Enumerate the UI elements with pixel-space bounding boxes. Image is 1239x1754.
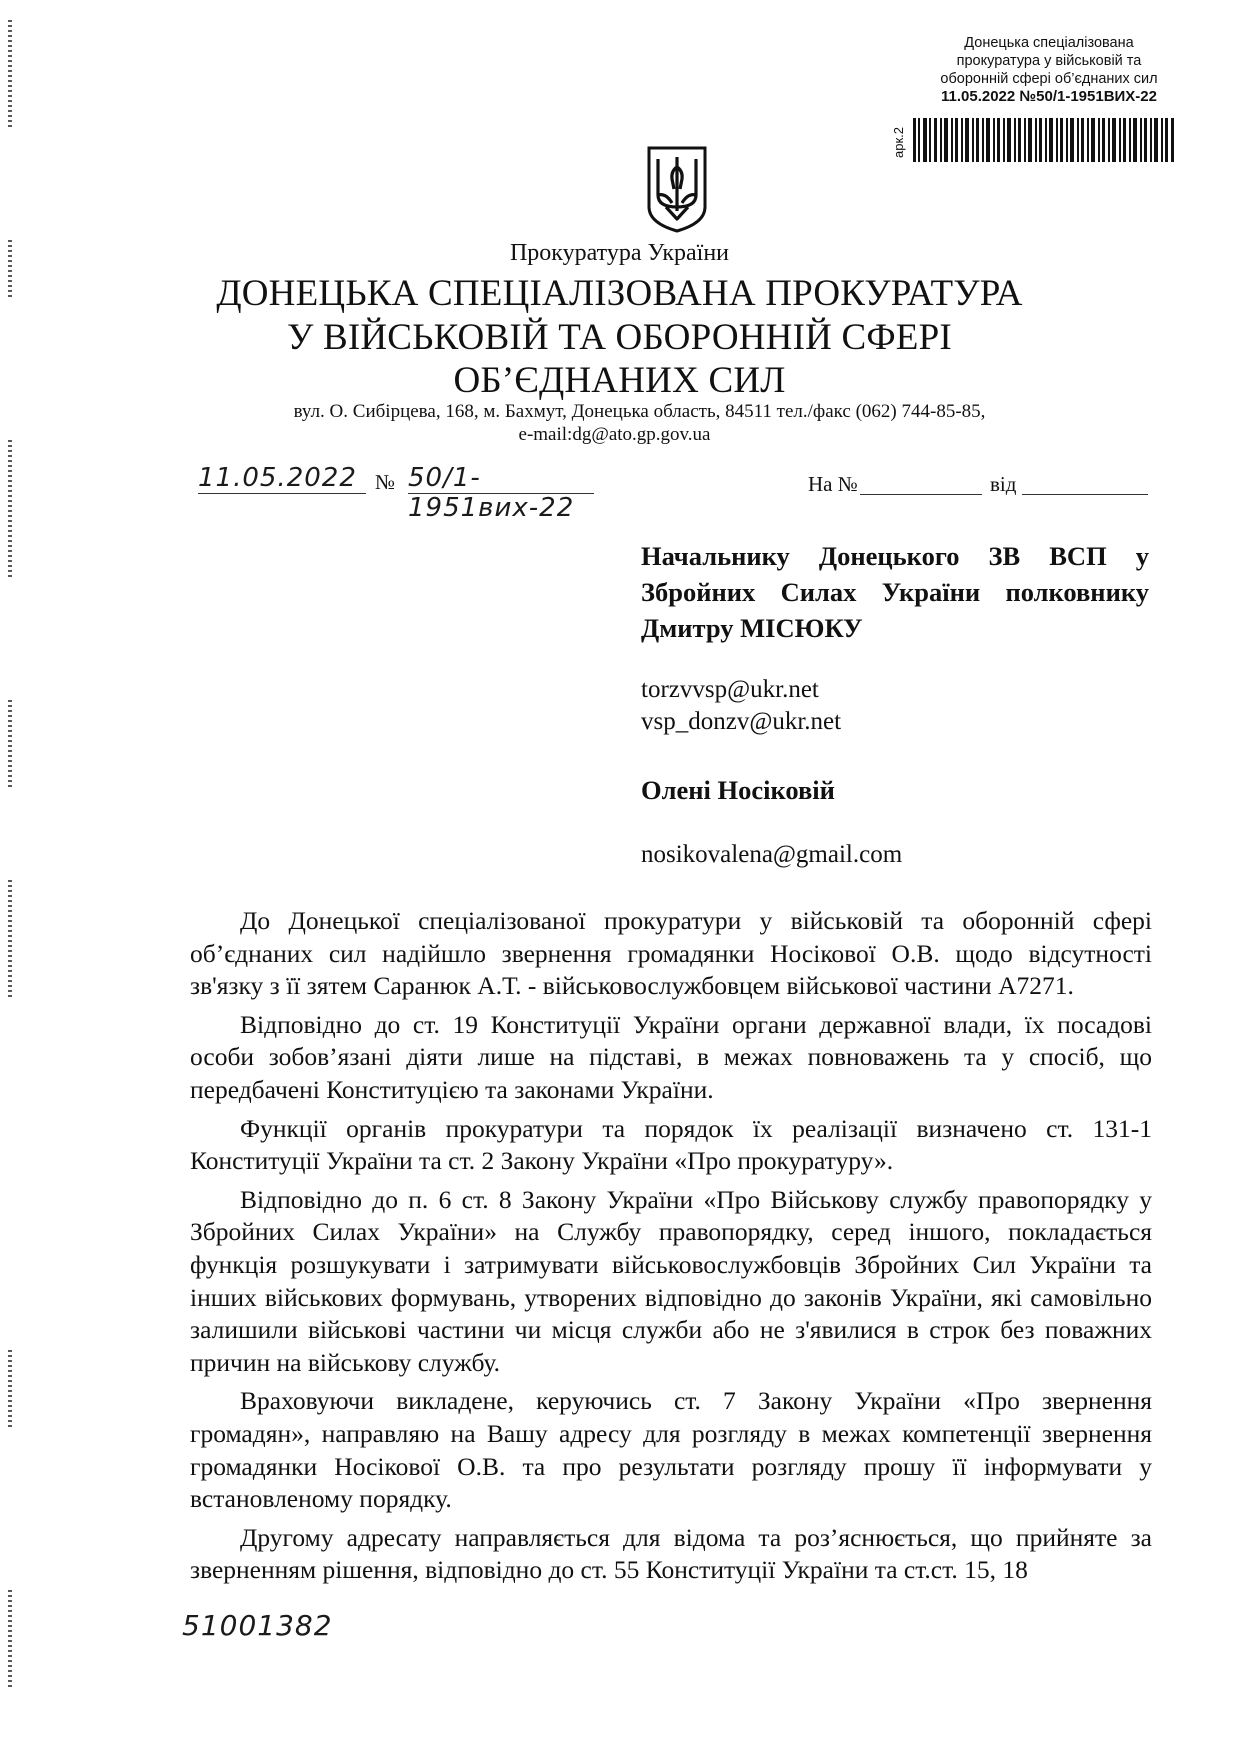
body-paragraph: Враховуючи викладене, керуючись ст. 7 Закону України «Про звернення громадян», направляю на Вашу адресу для розгляду в межах компетенції звернення громадянки Носікової О.В. та про результати розгляду прошу її інформувати у встановленому порядку.: [190, 1386, 1152, 1514]
letter-body: [190, 905, 1152, 1593]
body-paragraph: Функції органів прокуратури та порядок їх реалізації визначено ст. 131-1 Конституції України та ст. 2 Закону України «Про прокуратуру».: [190, 1113, 1152, 1176]
second-addressee-email: nosikovalena@gmail.com: [641, 841, 903, 868]
org-name-line1: ДОНЕЦЬКА СПЕЦІАЛІЗОВАНА ПРОКУРАТУРА: [216, 273, 1023, 314]
coat-of-arms-icon: [646, 145, 708, 233]
scan-artifact: [8, 1590, 12, 1690]
handwritten-code: 51001382: [182, 1609, 333, 1642]
registration-stamp: [914, 34, 1184, 106]
number-label: №: [375, 470, 396, 494]
org-name-line3: ОБ’ЄДНАНИХ СИЛ: [453, 360, 786, 401]
scan-artifact: [8, 20, 12, 130]
scan-artifact: [8, 880, 12, 1000]
addressee-line: Начальнику Донецького ЗВ ВСП у: [641, 541, 1149, 571]
stamp-line: Донецька спеціалізована: [964, 35, 1134, 51]
addressee-line: Дмитру МІСЮКУ: [641, 613, 863, 643]
org-address: вул. О. Сибірцева, 168, м. Бахмут, Донецька область, 84511 тел./факс (062) 744-85-85,: [293, 401, 986, 422]
addressee-line: Збройних Силах України полковнику: [641, 577, 1149, 607]
from-blank: [1022, 470, 1148, 495]
stamp-line: оборонній сфері об’єднаних сил: [940, 71, 1158, 87]
stamp-registration-number: 11.05.2022 №50/1-1951ВИХ-22: [941, 88, 1157, 105]
scan-artifact: [8, 700, 12, 790]
barcode-icon: [913, 118, 1175, 162]
addressee-block: [641, 538, 1149, 646]
body-paragraph: Відповідно до п. 6 ст. 8 Закону України «Про Військову службу правопорядку у Збройних Силах України» на Службу правопорядку, серед іншого, покладається функція розшукувати і затримувати військовослужбовців Збройних Сил України та інших військових формувань, утворених відповідно до законів України, які самовільно залишили військові частини чи місця служби або не з'явилися в строк без поважних причин на військову службу.: [190, 1184, 1152, 1377]
org-email: e-mail:dg@ato.gp.gov.ua: [518, 424, 711, 445]
barcode-block: [891, 118, 1181, 164]
outgoing-number: 50/1-1951вих-22: [408, 463, 594, 494]
body-paragraph: Другому адресату направляється для відома та роз’яснюється, що прийняте за зверненням рішення, відповідно до ст. 55 Конституції України та ст.ст. 15, 18: [190, 1522, 1152, 1585]
scan-artifact: [8, 1350, 12, 1430]
outgoing-date: 11.05.2022: [198, 463, 366, 494]
org-parent: Прокуратура України: [509, 240, 730, 266]
addressee-email: vsp_donzv@ukr.net: [641, 708, 842, 735]
addressee-email: torzvvsp@ukr.net: [641, 676, 819, 703]
body-paragraph: Відповідно до ст. 19 Конституції України органи державної влади, їх посадові особи зобов’язані діяти лише на підставі, в межах повноважень та у спосіб, що передбачені Конституцією та законами України.: [190, 1009, 1152, 1104]
org-name-line2: У ВІЙСЬКОВІЙ ТА ОБОРОННІЙ СФЕРІ: [287, 317, 952, 358]
scan-artifact: [8, 440, 12, 580]
body-paragraph: До Донецької спеціалізованої прокуратури у військовій та оборонній сфері об’єднаних сил надійшло звернення громадянки Носікової О.В. щодо відсутності зв'язку з її зятем Саранюк А.Т. - військовослужбовцем військової частини А7271.: [190, 906, 1152, 1001]
from-label: від: [990, 472, 1017, 496]
second-addressee-name: Олені Носіковій: [641, 775, 835, 805]
reply-to-blank: [860, 470, 982, 495]
sheet-label: арк.2: [891, 127, 906, 158]
reply-to-label: На №: [808, 472, 858, 496]
stamp-line: прокуратура у військовій та: [956, 53, 1142, 69]
